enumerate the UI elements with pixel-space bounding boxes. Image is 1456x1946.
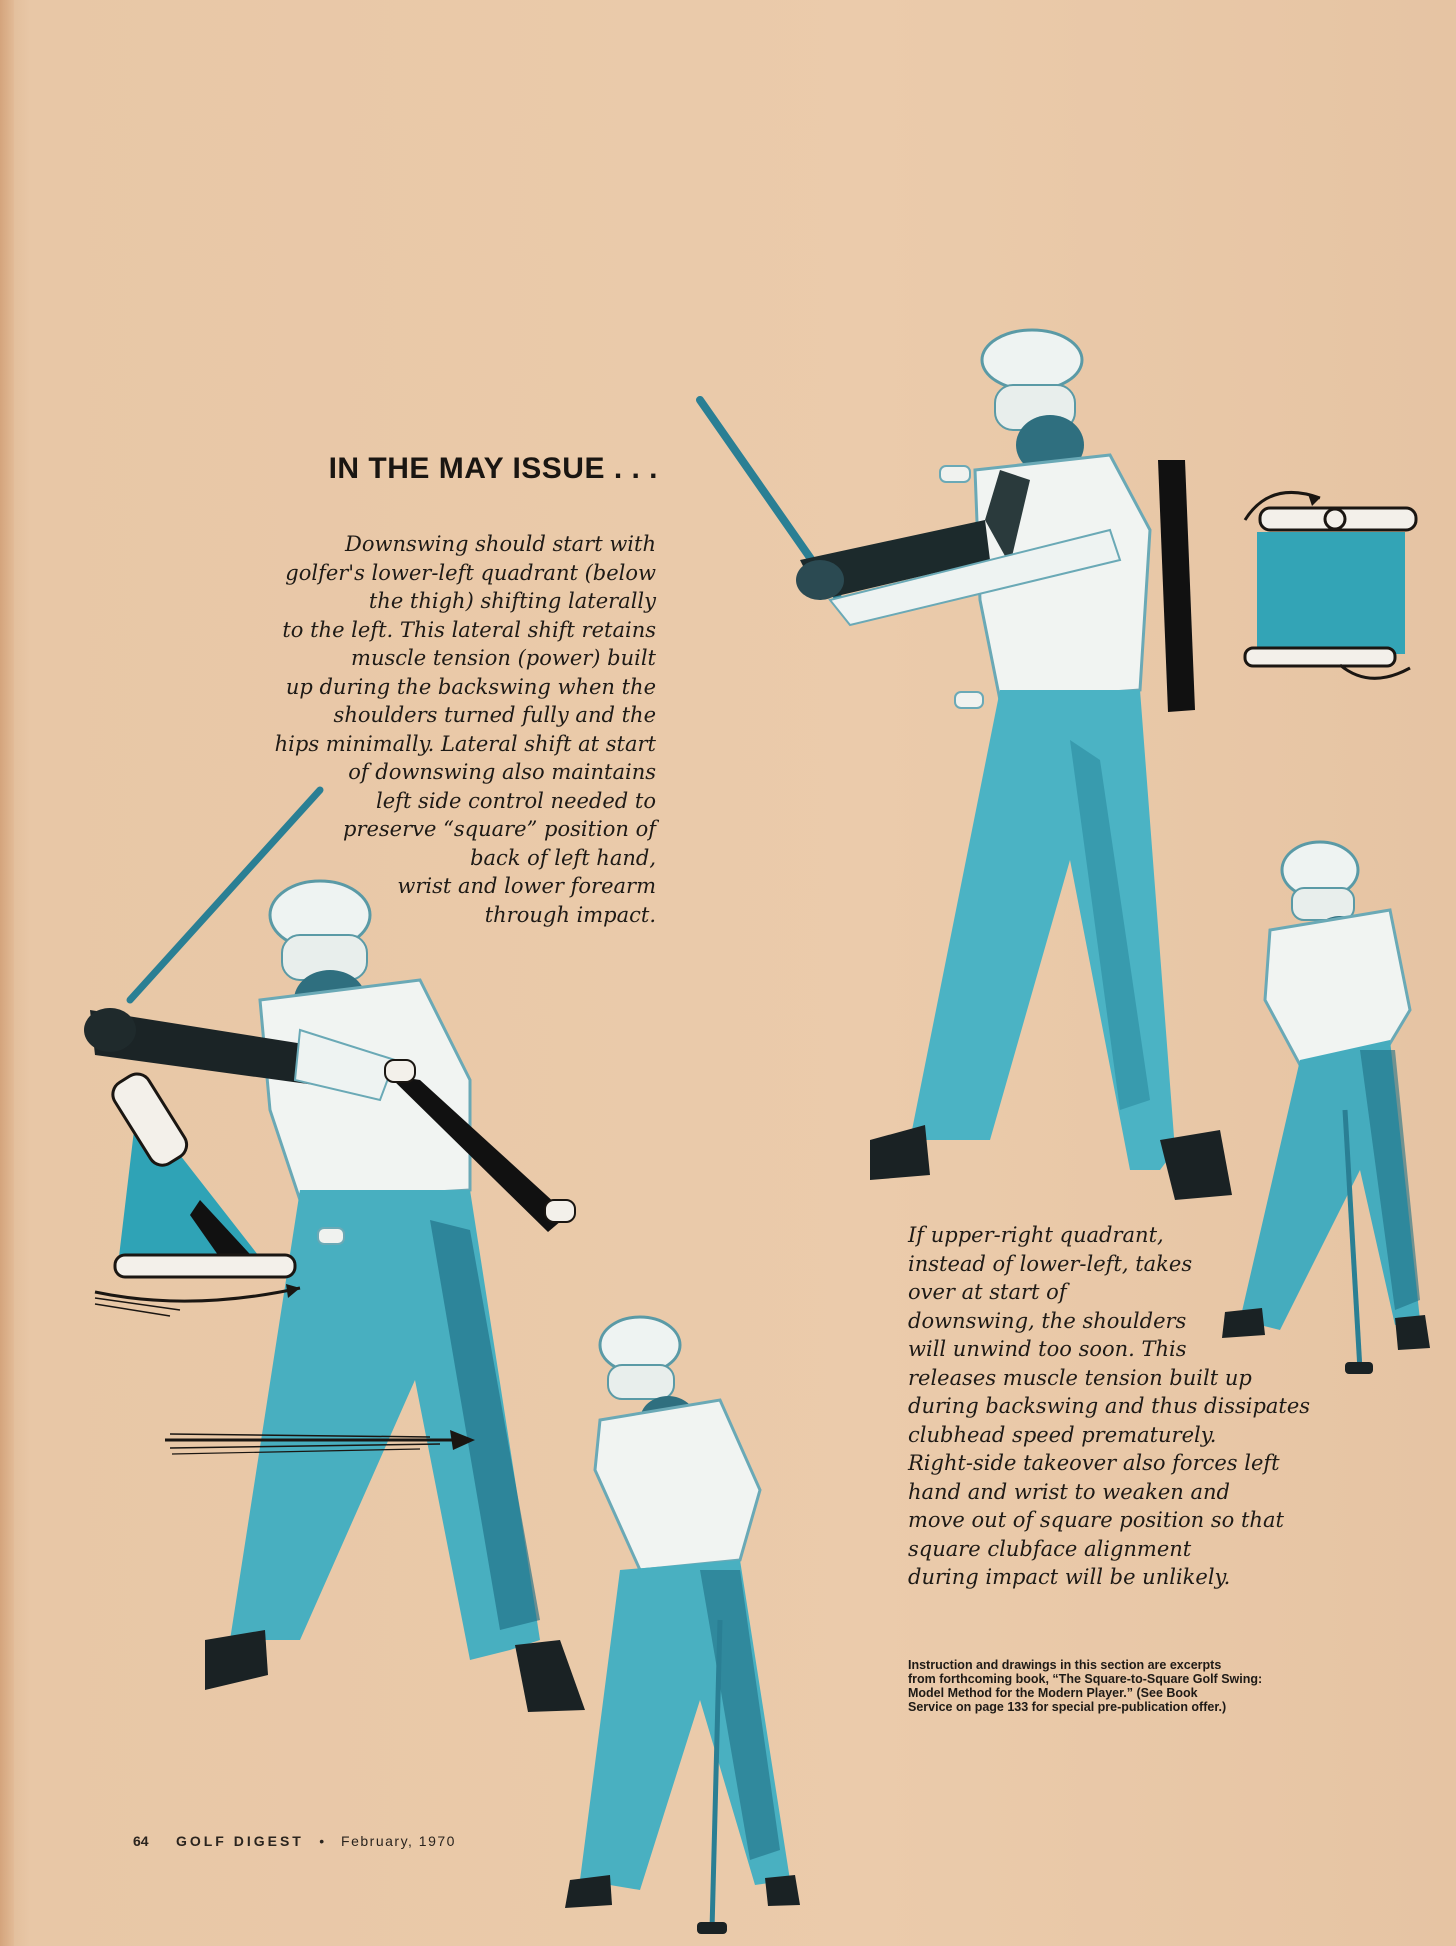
- flag-diagram-top: [1245, 492, 1416, 678]
- intro-paragraph: [230, 530, 656, 929]
- caption-line: Right-side takeover also forces left: [908, 1451, 1280, 1475]
- caption-line: will unwind too soon. This: [908, 1337, 1187, 1361]
- golfer-illustration-top: [700, 330, 1232, 1200]
- magazine-name: GOLF DIGEST: [175, 1833, 304, 1849]
- golfer-illustration-bottom: [565, 1317, 800, 1934]
- caption-line: square clubface alignment: [908, 1536, 1192, 1561]
- caption-line: clubhead speed prematurely.: [908, 1422, 1217, 1447]
- caption-line: If upper-right quadrant,: [908, 1223, 1164, 1247]
- intro-line: back of left hand,: [470, 845, 656, 870]
- page-footer: [133, 1833, 456, 1849]
- intro-line: preserve “square” position of: [343, 817, 656, 841]
- caption-line: instead of lower-left, takes: [908, 1251, 1193, 1276]
- intro-line: left side control needed to: [376, 788, 656, 813]
- intro-line: wrist and lower forearm: [397, 874, 656, 898]
- illustration-caption: [908, 1221, 1328, 1592]
- caption-line: during impact will be unlikely.: [908, 1565, 1231, 1589]
- credit-line: Service on page 133 for special pre-publication offer.): [908, 1700, 1227, 1714]
- credit-line: Model Method for the Modern Player.” (See Book: [908, 1686, 1198, 1700]
- credit-line: from forthcoming book, “The Square-to-Square Golf Swing:: [908, 1672, 1263, 1686]
- intro-line: to the left. This lateral shift retains: [282, 617, 656, 642]
- credit-note: [908, 1658, 1328, 1714]
- caption-line: over at start of: [908, 1280, 1067, 1304]
- page-heading: IN THE MAY ISSUE . . .: [328, 452, 658, 485]
- issue-date: February, 1970: [341, 1833, 456, 1849]
- caption-line: during backswing and thus dissipates: [908, 1394, 1311, 1418]
- caption-line: move out of square position so that: [908, 1508, 1284, 1532]
- caption-line: hand and wrist to weaken and: [908, 1479, 1230, 1504]
- intro-line: hips minimally. Lateral shift at start: [274, 731, 656, 756]
- caption-line: releases muscle tension built up: [908, 1365, 1252, 1390]
- caption-line: downswing, the shoulders: [908, 1308, 1187, 1333]
- page-number: 64: [133, 1833, 149, 1849]
- intro-line: of downswing also maintains: [348, 760, 656, 784]
- intro-line: muscle tension (power) built: [351, 646, 656, 670]
- credit-line: Instruction and drawings in this section are excerpts: [908, 1658, 1222, 1672]
- intro-line: through impact.: [484, 902, 656, 927]
- intro-line: golfer's lower-left quadrant (below: [285, 560, 656, 585]
- intro-line: the thigh) shifting laterally: [368, 589, 656, 613]
- footer-separator: •: [319, 1833, 326, 1849]
- intro-line: Downswing should start with: [345, 532, 656, 556]
- intro-line: up during the backswing when the: [285, 674, 656, 699]
- intro-line: shoulders turned fully and the: [333, 703, 656, 727]
